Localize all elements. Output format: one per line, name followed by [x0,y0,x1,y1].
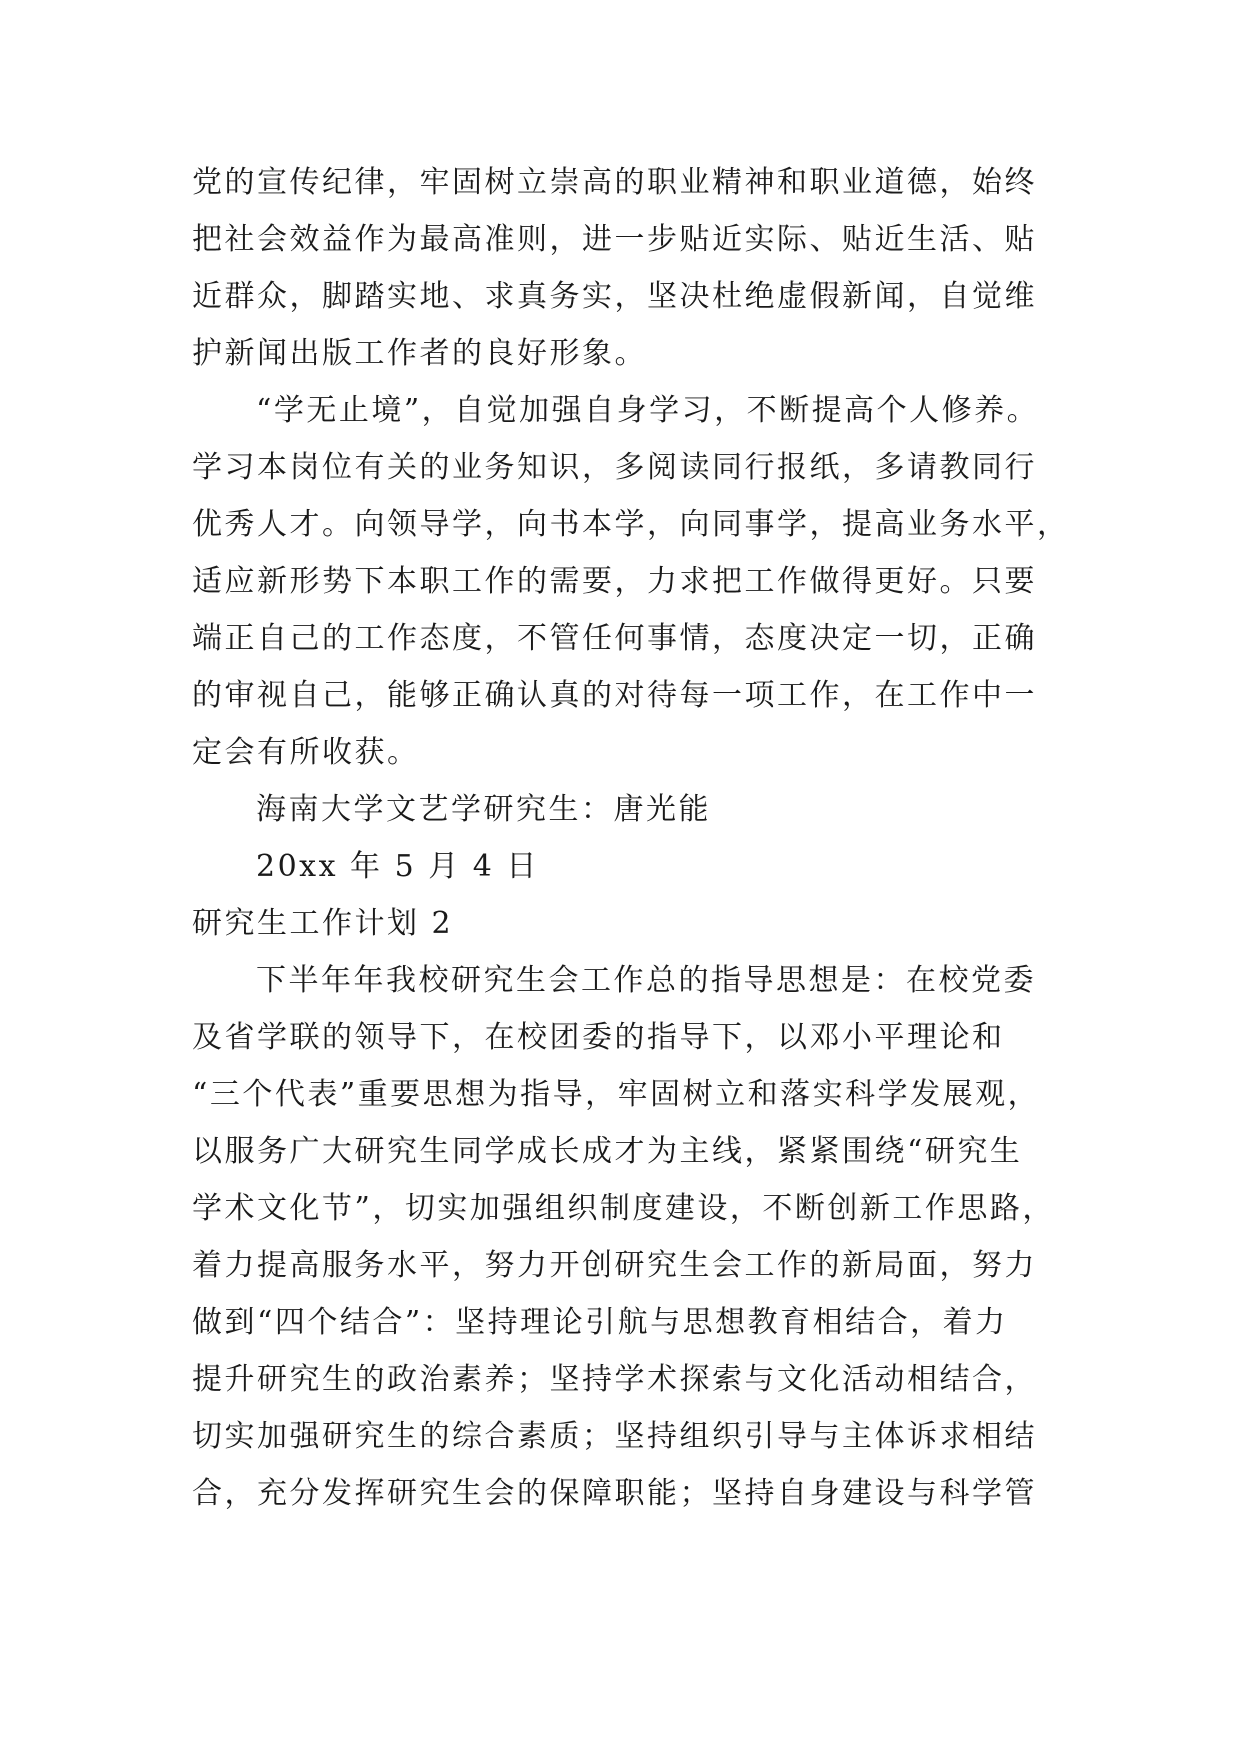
text-line: 优秀人才。向领导学，向书本学，向同事学，提高业务水平， [192,507,1070,542]
text-line: 适应新形势下本职工作的需要，力求把工作做得更好。只要 [192,564,1037,599]
text-line: 切实加强研究生的综合素质；坚持组织引导与主体诉求相结 [192,1419,1037,1454]
text-line: 以服务广大研究生同学成长成才为主线，紧紧围绕“研究生 [192,1134,1023,1169]
text-line: 做到“四个结合”：坚持理论引航与思想教育相结合，着力 [192,1305,1008,1340]
text-line: 护新闻出版工作者的良好形象。 [192,336,647,371]
signature-line: 海南大学文艺学研究生：唐光能 [256,792,711,827]
text-line: 着力提高服务水平，努力开创研究生会工作的新局面，努力 [192,1248,1037,1283]
text-line: 及省学联的领导下，在校团委的指导下，以邓小平理论和 [192,1020,1005,1055]
text-line: 党的宣传纪律，牢固树立崇高的职业精神和职业道德，始终 [192,165,1037,200]
text-line: 定会有所收获。 [192,735,420,770]
text-line: 合，充分发挥研究生会的保障职能；坚持自身建设与科学管 [192,1476,1037,1511]
text-line: “三个代表”重要思想为指导，牢固树立和落实科学发展观， [192,1077,1041,1112]
section-heading: 研究生工作计划 2 [192,906,454,941]
text-line: 学习本岗位有关的业务知识，多阅读同行报纸，多请教同行 [192,450,1037,485]
text-line: 端正自己的工作态度，不管任何事情，态度决定一切，正确 [192,621,1037,656]
text-line: 的审视自己，能够正确认真的对待每一项工作，在工作中一 [192,678,1037,713]
text-line: 学术文化节”，切实加强组织制度建设，不断创新工作思路， [192,1191,1055,1226]
text-line: 把社会效益作为最高准则，进一步贴近实际、贴近生活、贴 [192,222,1037,257]
text-line: 提升研究生的政治素养；坚持学术探索与文化活动相结合， [192,1362,1037,1397]
date-line: 20xx 年 5 月 4 日 [256,849,539,884]
text-line: 近群众，脚踏实地、求真务实，坚决杜绝虚假新闻，自觉维 [192,279,1037,314]
paragraph-first-line: “学无止境”，自觉加强自身学习，不断提高个人修养。 [256,393,1040,428]
paragraph-first-line: 下半年年我校研究生会工作总的指导思想是：在校党委 [256,963,1036,998]
